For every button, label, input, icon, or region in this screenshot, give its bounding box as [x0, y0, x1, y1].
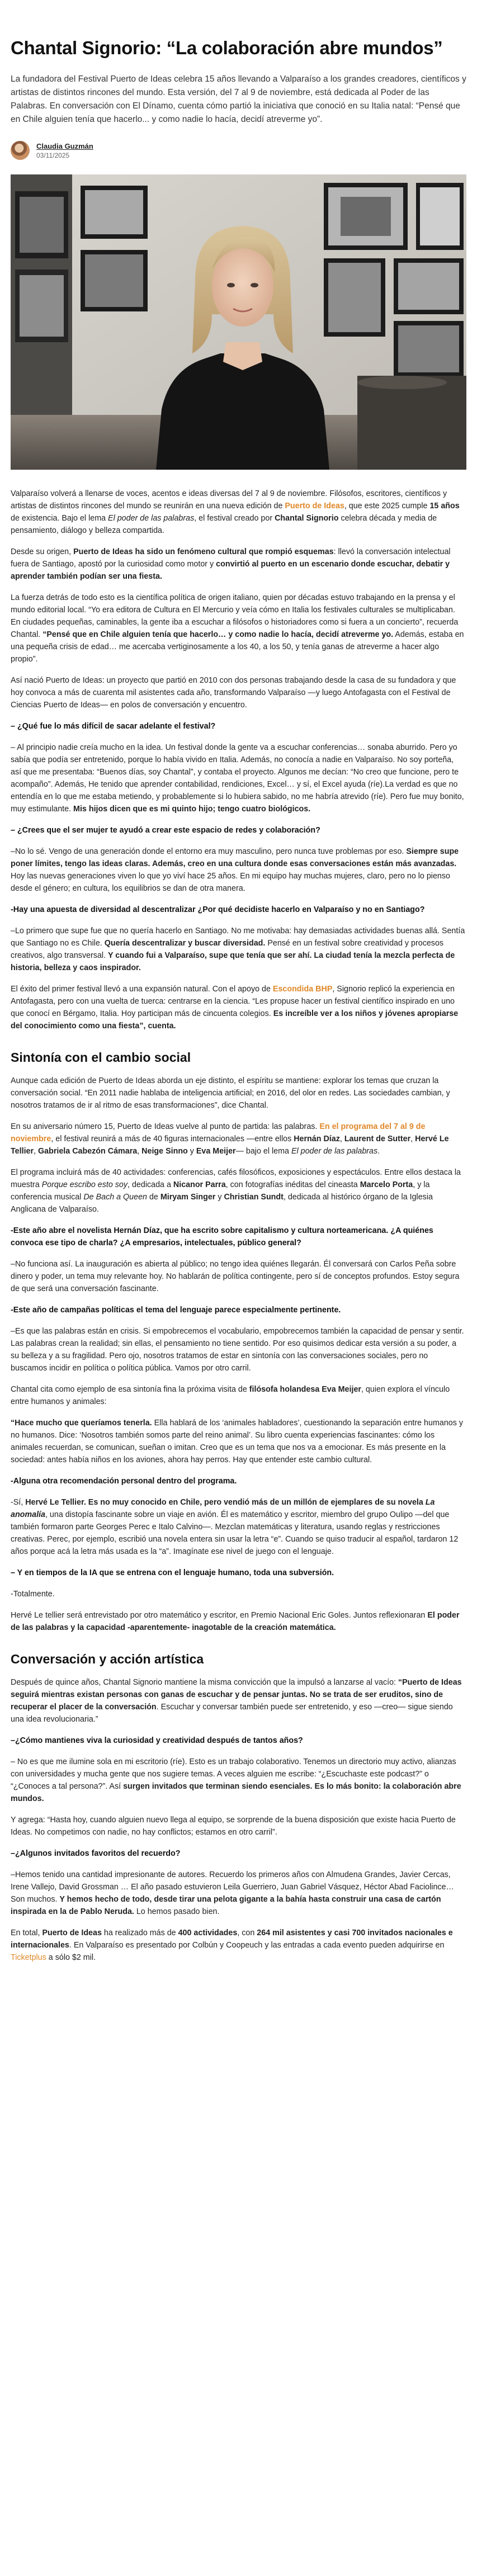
answer-5: –Es que las palabras están en crisis. Si empobrecemos el vocabulario, empobrecemos también la capacidad de pensar y sentir. Las palabras crean la realidad; sin ellas, el pensamiento no tiene sentido. Por eso quisimos dedicar esta versión a su poder, a su belleza y a su fragilidad. Pero ojo, nosotros tratamos de estar en sintonía con las conversaciones sociales, pero no buscamos incidir en política o política pública. Vamos por otro carril.: [11, 1327, 464, 1373]
question-7: – Y en tiempos de la IA que se entrena con el lenguaje humano, toda una subversión.: [11, 1568, 334, 1577]
paragraph-le-tellier: Hervé Le tellier será entrevistado por otro matemático y escritor, en Premio Nacional Eric Goles. Juntos reflexionaran El poder de las palabras y la capacidad -aparentemente- inagotable de la creación matemática.: [11, 1611, 460, 1632]
article: [11, 0, 466, 1984]
question-9: –¿Algunos invitados favoritos del recuerdo?: [11, 1849, 181, 1858]
answer-1: – Al principio nadie creía mucho en la idea. Un festival donde la gente va a escuchar conferencias… sonaba aburrido. Pero yo sabía que podía ser entretenido, porque lo había vivido en Italia. Además, no conocía a nadie en Valparaíso. No soy porteña, así que me presentaba: “Buenos días, soy Chantal”, y contaba el proyecto. Algunos me decían: “No creo que funcione, pero te acompaño”. Además, He tenido que aprender contabilidad, rendiciones, Excel… y sí, el Excel ayuda (ríe).La verdad es que no entendía en lo que me estaba metiendo, y probablemente si lo hubiera sabido, no me habría atrevido (ríe). Pero fue muy bonito, muy estimulante. Mis hijos dicen que es mi quinto hijo; tengo cuatro biológicos.: [11, 743, 464, 814]
link-puerto-de-ideas[interactable]: Puerto de Ideas: [285, 502, 344, 511]
section-heading-sintonia: Sintonía con el cambio social: [11, 1050, 191, 1065]
publish-date: 03/11/2025: [36, 151, 70, 159]
hero-photo-illustration: [11, 174, 466, 470]
link-programa[interactable]: En el programa del 7 al 9 de noviembre: [11, 1122, 426, 1143]
question-8: –¿Cómo mantienes viva la curiosidad y creatividad después de tantos años?: [11, 1736, 303, 1745]
question-6: -Alguna otra recomendación personal dentro del programa.: [11, 1477, 237, 1486]
paragraph-program: En su aniversario número 15, Puerto de Ideas vuelve al punto de partida: las palabras. En el programa del 7 al 9 de noviembre, el festival reunirá a más de 40 figuras internacionales —entre ellos Hernán Díaz, Laurent de Sutter, Hervé Le Tellier, Gabriela Cabezón Cámara, Neige Sinno y Eva Meijer— bajo el lema El poder de las palabras.: [11, 1122, 449, 1156]
paragraph-1: Valparaíso volverá a llenarse de voces, acentos e ideas diversas del 7 al 9 de noviembre. Filósofos, escritores, científicos y artistas de distintos rincones del mundo se reunirán en una nueva edición de Puerto de Ideas, que este 2025 cumple 15 años de existencia. Bajo el lema El poder de las palabras, el festival creado por Chantal Signorio celebra década y media de pensamiento, diálogo y belleza compartida.: [11, 489, 460, 535]
answer-7: -Totalmente.: [11, 1590, 55, 1599]
paragraph-total: En total, Puerto de Ideas ha realizado más de 400 actividades, con 264 mil asistentes y casi 700 invitados nacionales e internacionales. En Valparaíso es presentado por Colbún y Coopeuch y las entradas a cada evento pueden adquirirse en Ticketplus a sólo $2 mil.: [11, 1929, 453, 1962]
byline: [11, 141, 466, 160]
question-4: -Este año abre el novelista Hernán Díaz, que ha escrito sobre capitalismo y cultura norteamericana. ¿A quiénes convoca ese tipo de charla? ¿A empresarios, intelectuales, público general?: [11, 1226, 433, 1247]
paragraph-2: Desde su origen, Puerto de Ideas ha sido un fenómeno cultural que rompió esquemas: llevó la conversación intelectual fuera de Santiago, apostó por la curiosidad como motor y convirtió al puerto en un escenario donde escuchar, debatir y aprender también podían ser una fiesta.: [11, 547, 451, 581]
paragraph-agrega: Y agrega: “Hasta hoy, cuando alguien nuevo llega al equipo, se sorprende de la buena disposición que existe hacia Puerto de Ideas. No competimos con nadie, no hay conflictos; estamos en otro carril”.: [11, 1816, 456, 1837]
section-heading-conversacion: Conversación y acción artística: [11, 1652, 204, 1666]
question-3: -Hay una apuesta de diversidad al descentralizar ¿Por qué decidiste hacerlo en Valparaíso y no en Santiago?: [11, 905, 425, 914]
answer-8: – No es que me ilumine sola en mi escritorio (ríe). Esto es un trabajo colaborativo. Tenemos un directorio muy activo, alianzas con universidades y mucha gente que nos sugiere temas. A veces alguien me escribe: “¿Escuchaste este podcast?” o “¿Conoces a tal persona?”. Así surgen invitados que terminan siendo esenciales. Es lo más bonito: la colaboración abre mundos.: [11, 1757, 461, 1803]
author-name[interactable]: Claudia Guzmán: [36, 141, 93, 150]
paragraph-activities: El programa incluirá más de 40 actividades: conferencias, cafés filosóficos, exposiciones y espectáculos. Entre ellos destaca la muestra Porque escribo esto soy, dedicada a Nicanor Parra, con fotografías inéditas del cineasta Marcelo Porta, y la conferencia musical De Bach a Queen de Miryam Singer y Christian Sundt, dedicada al histórico órgano de la Iglesia Anglicana de Valparaíso.: [11, 1168, 461, 1214]
paragraph-4: Así nació Puerto de Ideas: un proyecto que partió en 2010 con dos personas trabajando desde la casa de su fundadora y que hoy convoca a más de cuarenta mil asistentes cada año, transformando Valparaíso —y luego Antofagasta con el Festival de Ciencias Puerto de Ideas— en polos de conversación y encuentro.: [11, 676, 456, 710]
question-5: -Este año de campañas políticas el tema del lenguaje parece especialmente pertinente.: [11, 1306, 341, 1315]
paragraph-conviction: Después de quince años, Chantal Signorio mantiene la misma convicción que la impulsó a lanzarse al vacío: “Puerto de Ideas seguirá mientras existan personas con ganas de escuchar y de pensar juntas. No se trata de ser eruditos, sino de recuperar el placer de la conversación. Escuchar y conversar también puede ser entretenido, y eso —creo— sigue siendo una idea revolucionaria.”: [11, 1678, 462, 1724]
paragraph-quote-animals: “Hace mucho que queríamos tenerla. Ella hablará de los ‘animales habladores’, cuestionando la separación entre humanos y no humanos. Dice: ‘Nosotros también somos parte del reino animal’. Su libro cuenta experiencias fascinantes: cómo los animales recuerdan, se comunican, sueñan o imitan. Creo que es un tema que nos va a emocionar. Es más presente en la sociedad: antes había niños en los aviones, ahora hay perros. Hay que entender este cambio cultural.: [11, 1419, 463, 1464]
link-escondida-bhp[interactable]: Escondida BHP: [272, 985, 333, 994]
answer-4: –No funciona así. La inauguración es abierta al público; no tengo idea quiénes llegarán. Él conversará con Carlos Peña sobre dinero y poder, un tema muy relevante hoy. No hablarán de política contingente, pero sí de conceptos profundos. Estoy segura de que será una conversación fascinante.: [11, 1260, 460, 1293]
article-lead: La fundadora del Festival Puerto de Ideas celebra 15 años llevando a Valparaíso a los grandes creadores, científicos y artistas de distintos rincones del mundo. Esta versión, del 7 al 9 de noviembre, está dedicada al Poder de las Palabras. En conversación con El Dínamo, cuenta cómo partió la iniciativa que conoció en su Italia natal: “Pensé que en Chile alguien tenía que hacerlo... y como nadie lo hacía, decidí atreverme yo”.: [11, 74, 466, 124]
paragraph-eva-meijer: Chantal cita como ejemplo de esa sintonía fina la próxima visita de filósofa holandesa Eva Meijer, quien explora el vínculo entre humanos y animales:: [11, 1385, 450, 1406]
paragraph-sintonia: Aunque cada edición de Puerto de Ideas aborda un eje distinto, el espíritu se mantiene: explorar los temas que cruzan la conversación social. “En 2011 nadie hablaba de inteligencia artificial; en 2016, del olor en redes. Las sociedades cambian, y nosotros tratamos de ir al ritmo de esas transformaciones”, dice Chantal.: [11, 1076, 450, 1110]
answer-3: –Lo primero que supe fue que no quería hacerlo en Santiago. No me motivaba: hay demasiadas actividades buenas allá. Sentía que Santiago no es Chile. Quería descentralizar y buscar diversidad. Pensé en un festival sobre creatividad y procesos creativos, algo transversal. Y cuando fui a Valparaíso, supe que tenía que ser ahí. La ciudad tenía la mezcla perfecta de historia, belleza y caos inspirador.: [11, 927, 465, 972]
answer-6: -Sí, Hervé Le Tellier. Es no muy conocido en Chile, pero vendió más de un millón de ejemplares de su novela La anomalía, una distopía fascinante sobre un viaje en avión. Él es matemático y escritor, miembro del grupo Oulipo —del que también formaron parte Georges Perec e Italo Calvino—. Mezclan matemáticas y literatura, usando reglas y restricciones creativas. Perec, por ejemplo, escribió una novela entera sin usar la letra “e”. Cuando se quiso traducir al español, tardaron 12 años porque acá la letra más usada es la “a”. Imagínate ese nivel de juego con el lenguaje.: [11, 1498, 459, 1556]
link-ticketplus[interactable]: Ticketplus: [11, 1953, 46, 1962]
paragraph-antofagasta: El éxito del primer festival llevó a una expansión natural. Con el apoyo de Escondida BHP, Signorio replicó la experiencia en Antofagasta, pero con una vuelta de tuerca: centrarse en la ciencia. “Les propuse hacer un festival científico inspirado en uno que conocí en Bérgamo, Italia. Hoy participan más de cincuenta colegios. Es increíble ver a los niños y jóvenes apropiarse del conocimiento como una fiesta”, cuenta.: [11, 985, 459, 1031]
question-2: – ¿Crees que el ser mujer te ayudó a crear este espacio de redes y colaboración?: [11, 826, 320, 835]
question-1: – ¿Qué fue lo más difícil de sacar adelante el festival?: [11, 722, 216, 731]
answer-9: –Hemos tenido una cantidad impresionante de autores. Recuerdo los primeros años con Almudena Grandes, Javier Cercas, Irene Vallejo, David Grossman … El año pasado estuvieron Leila Guerriero, Juan Gabriel Vásquez, Héctor Abad Faciolince… Son muchos. Y hemos hecho de todo, desde tirar una pelota gigante a la bahía hasta construir una casa de cartón inspirada en la de Pablo Neruda. Lo hemos pasado bien.: [11, 1870, 454, 1916]
answer-2: –No lo sé. Vengo de una generación donde el entorno era muy masculino, pero nunca tuve problemas por eso. Siempre supe poner límites, tengo las ideas claras. Además, creo en una cultura donde esas conversaciones están más avanzadas. Hoy las nuevas generaciones viven lo que yo viví hace 25 años. En mi equipo hay muchas mujeres, claro, pero no lo pienso desde el género; en cultura, los equilibrios se dan de otra manera.: [11, 847, 459, 893]
hero-photo: [11, 174, 466, 470]
paragraph-3: La fuerza detrás de todo esto es la científica política de origen italiano, quien por décadas estuvo trabajando en la prensa y el mundo editorial local. “Yo era editora de Cultura en El Mercurio y veía cómo en Italia los festivales culturales se multiplicaban. En ciudades pequeñas, caminables, la gente iba a escuchar a filósofos o historiadores como si fuera a un concierto”, recuerda Chantal. “Pensé que en Chile alguien tenía que hacerlo… y como nadie lo hacía, decidí atreverme yo. Además, estaba en una pequeña crisis de edad… me acercaba vertiginosamente a los 40, a los 50, y tenía ganas de atreverme a hacer algo propio”.: [11, 593, 464, 664]
author-avatar: [11, 141, 30, 160]
article-title: Chantal Signorio: “La colaboración abre mundos”: [11, 37, 443, 58]
